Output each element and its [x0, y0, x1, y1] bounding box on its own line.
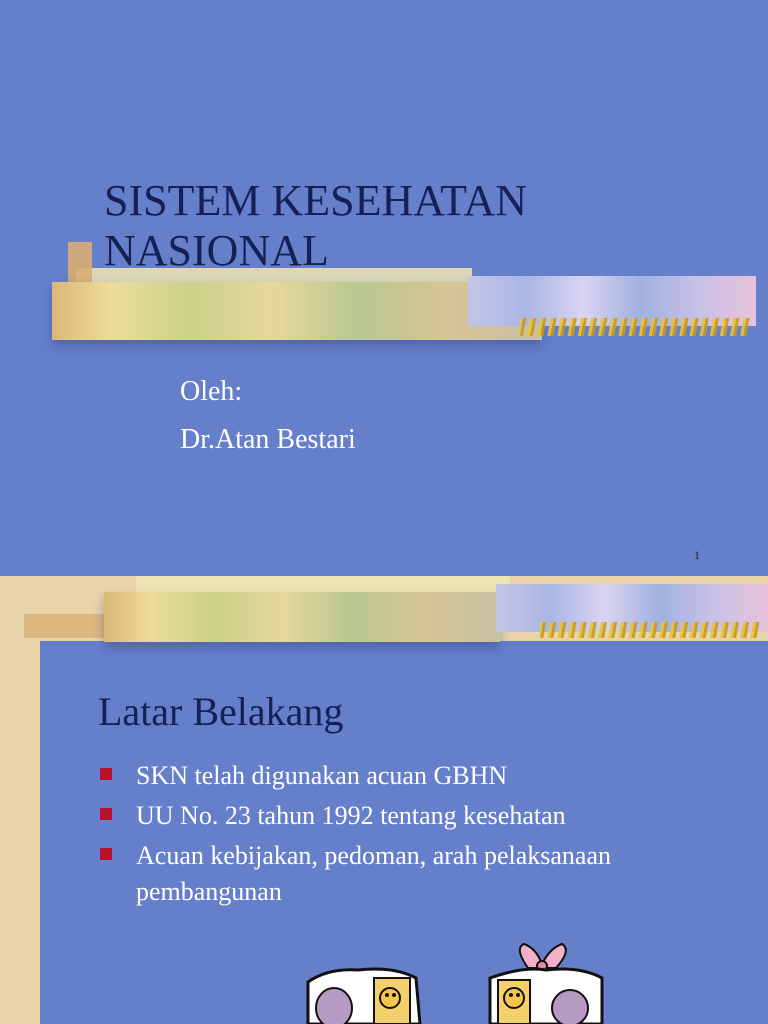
author-label: Oleh:: [180, 376, 243, 407]
content-slide: [0, 576, 768, 1024]
decorative-gold-sprig: [540, 622, 760, 638]
decorative-gold-sprig: [520, 318, 750, 336]
list-item: [98, 838, 718, 910]
slide-number: 1: [694, 548, 700, 562]
decorative-leaf-banner: [104, 592, 500, 642]
bullet-square-icon: [100, 768, 112, 780]
list-item: [98, 798, 718, 834]
list-item: [98, 758, 718, 794]
bullet-square-icon: [100, 808, 112, 820]
slide-title: SISTEM KESEHATAN NASIONAL: [104, 176, 528, 275]
slide-heading: Latar Belakang: [98, 689, 344, 734]
cartoon-figure-right: [484, 940, 608, 1024]
bullet-square-icon: [100, 848, 112, 860]
decorative-tan-block: [68, 242, 92, 286]
author-name: Dr.Atan Bestari: [180, 424, 356, 455]
list-item-text: UU No. 23 tahun 1992 tentang kesehatan: [136, 801, 566, 830]
bullet-list: [98, 758, 718, 914]
list-item-text: Acuan kebijakan, pedoman, arah pelaksanaan pembangunan: [136, 841, 612, 906]
cartoon-figure-left: [298, 964, 428, 1024]
list-item-text: SKN telah digunakan acuan GBHN: [136, 761, 508, 790]
